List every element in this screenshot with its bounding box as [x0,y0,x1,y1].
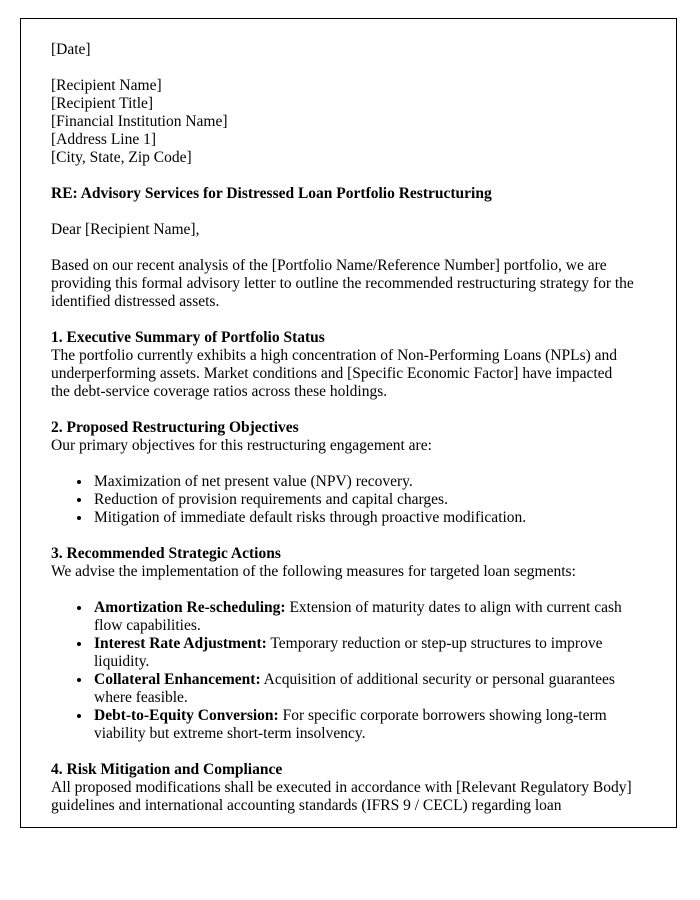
action-term: Amortization Re-scheduling: [94,599,286,616]
action-desc: Extension of maturity dates to align with current cash flow capabilities. [94,599,622,634]
action-term: Interest Rate Adjustment: [94,635,267,652]
section-4-heading: 4. Risk Mitigation and Compliance [51,761,283,778]
action-desc: For specific corporate borrowers showing long-term viability but extreme short-term insolvency. [94,707,607,742]
objective-item: • Mitigation of immediate default risks through proactive modification. [92,509,635,527]
section-2-body: Our primary objectives for this restructuring engagement are: [51,437,432,454]
objective-item: • Maximization of net present value (NPV) recovery. [92,473,635,491]
strategic-actions-list [51,599,635,743]
strategic-action-item [92,707,635,743]
recipient-city-state-zip: [City, State, Zip Code] [51,149,192,166]
action-desc: Acquisition of additional security or personal guarantees where feasible. [94,671,615,706]
strategic-action-item [92,671,635,707]
letter-page [20,18,677,828]
section-3-heading: 3. Recommended Strategic Actions [51,545,281,562]
strategic-action-item [92,599,635,635]
salutation: Dear [Recipient Name], [51,221,200,238]
section-1-heading: 1. Executive Summary of Portfolio Status [51,329,325,346]
recipient-title: [Recipient Title] [51,95,154,112]
objective-item: • Reduction of provision requirements and capital charges. [92,491,635,509]
action-term: Debt-to-Equity Conversion: [94,707,279,724]
section-3-body: We advise the implementation of the following measures for targeted loan segments: [51,563,576,580]
strategic-action-item [92,635,635,671]
objectives-list [51,473,635,527]
recipient-institution: [Financial Institution Name] [51,113,228,130]
recipient-name: [Recipient Name] [51,77,162,94]
date-placeholder: [Date] [51,41,91,58]
section-2-heading: 2. Proposed Restructuring Objectives [51,419,299,436]
recipient-address-block [51,77,635,167]
section-4-body: All proposed modifications shall be executed in accordance with [Relevant Regulatory Body] guidelines and international accounting standards (IFRS 9 / CECL) regarding loan [51,779,632,814]
recipient-address-line-1: [Address Line 1] [51,131,157,148]
action-term: Collateral Enhancement: [94,671,261,688]
action-desc: Temporary reduction or step-up structures to improve liquidity. [94,635,603,670]
intro-paragraph: Based on our recent analysis of the [Portfolio Name/Reference Number] portfolio, we are providing this formal advisory letter to outline the recommended restructuring strategy for the identified distressed assets. [51,257,634,310]
subject-line: RE: Advisory Services for Distressed Loan Portfolio Restructuring [51,185,492,202]
section-1-body: The portfolio currently exhibits a high concentration of Non-Performing Loans (NPLs) and underperforming assets. Market conditions and [Specific Economic Factor] have impacted the debt-service coverage ratios across these holdings. [51,347,618,400]
